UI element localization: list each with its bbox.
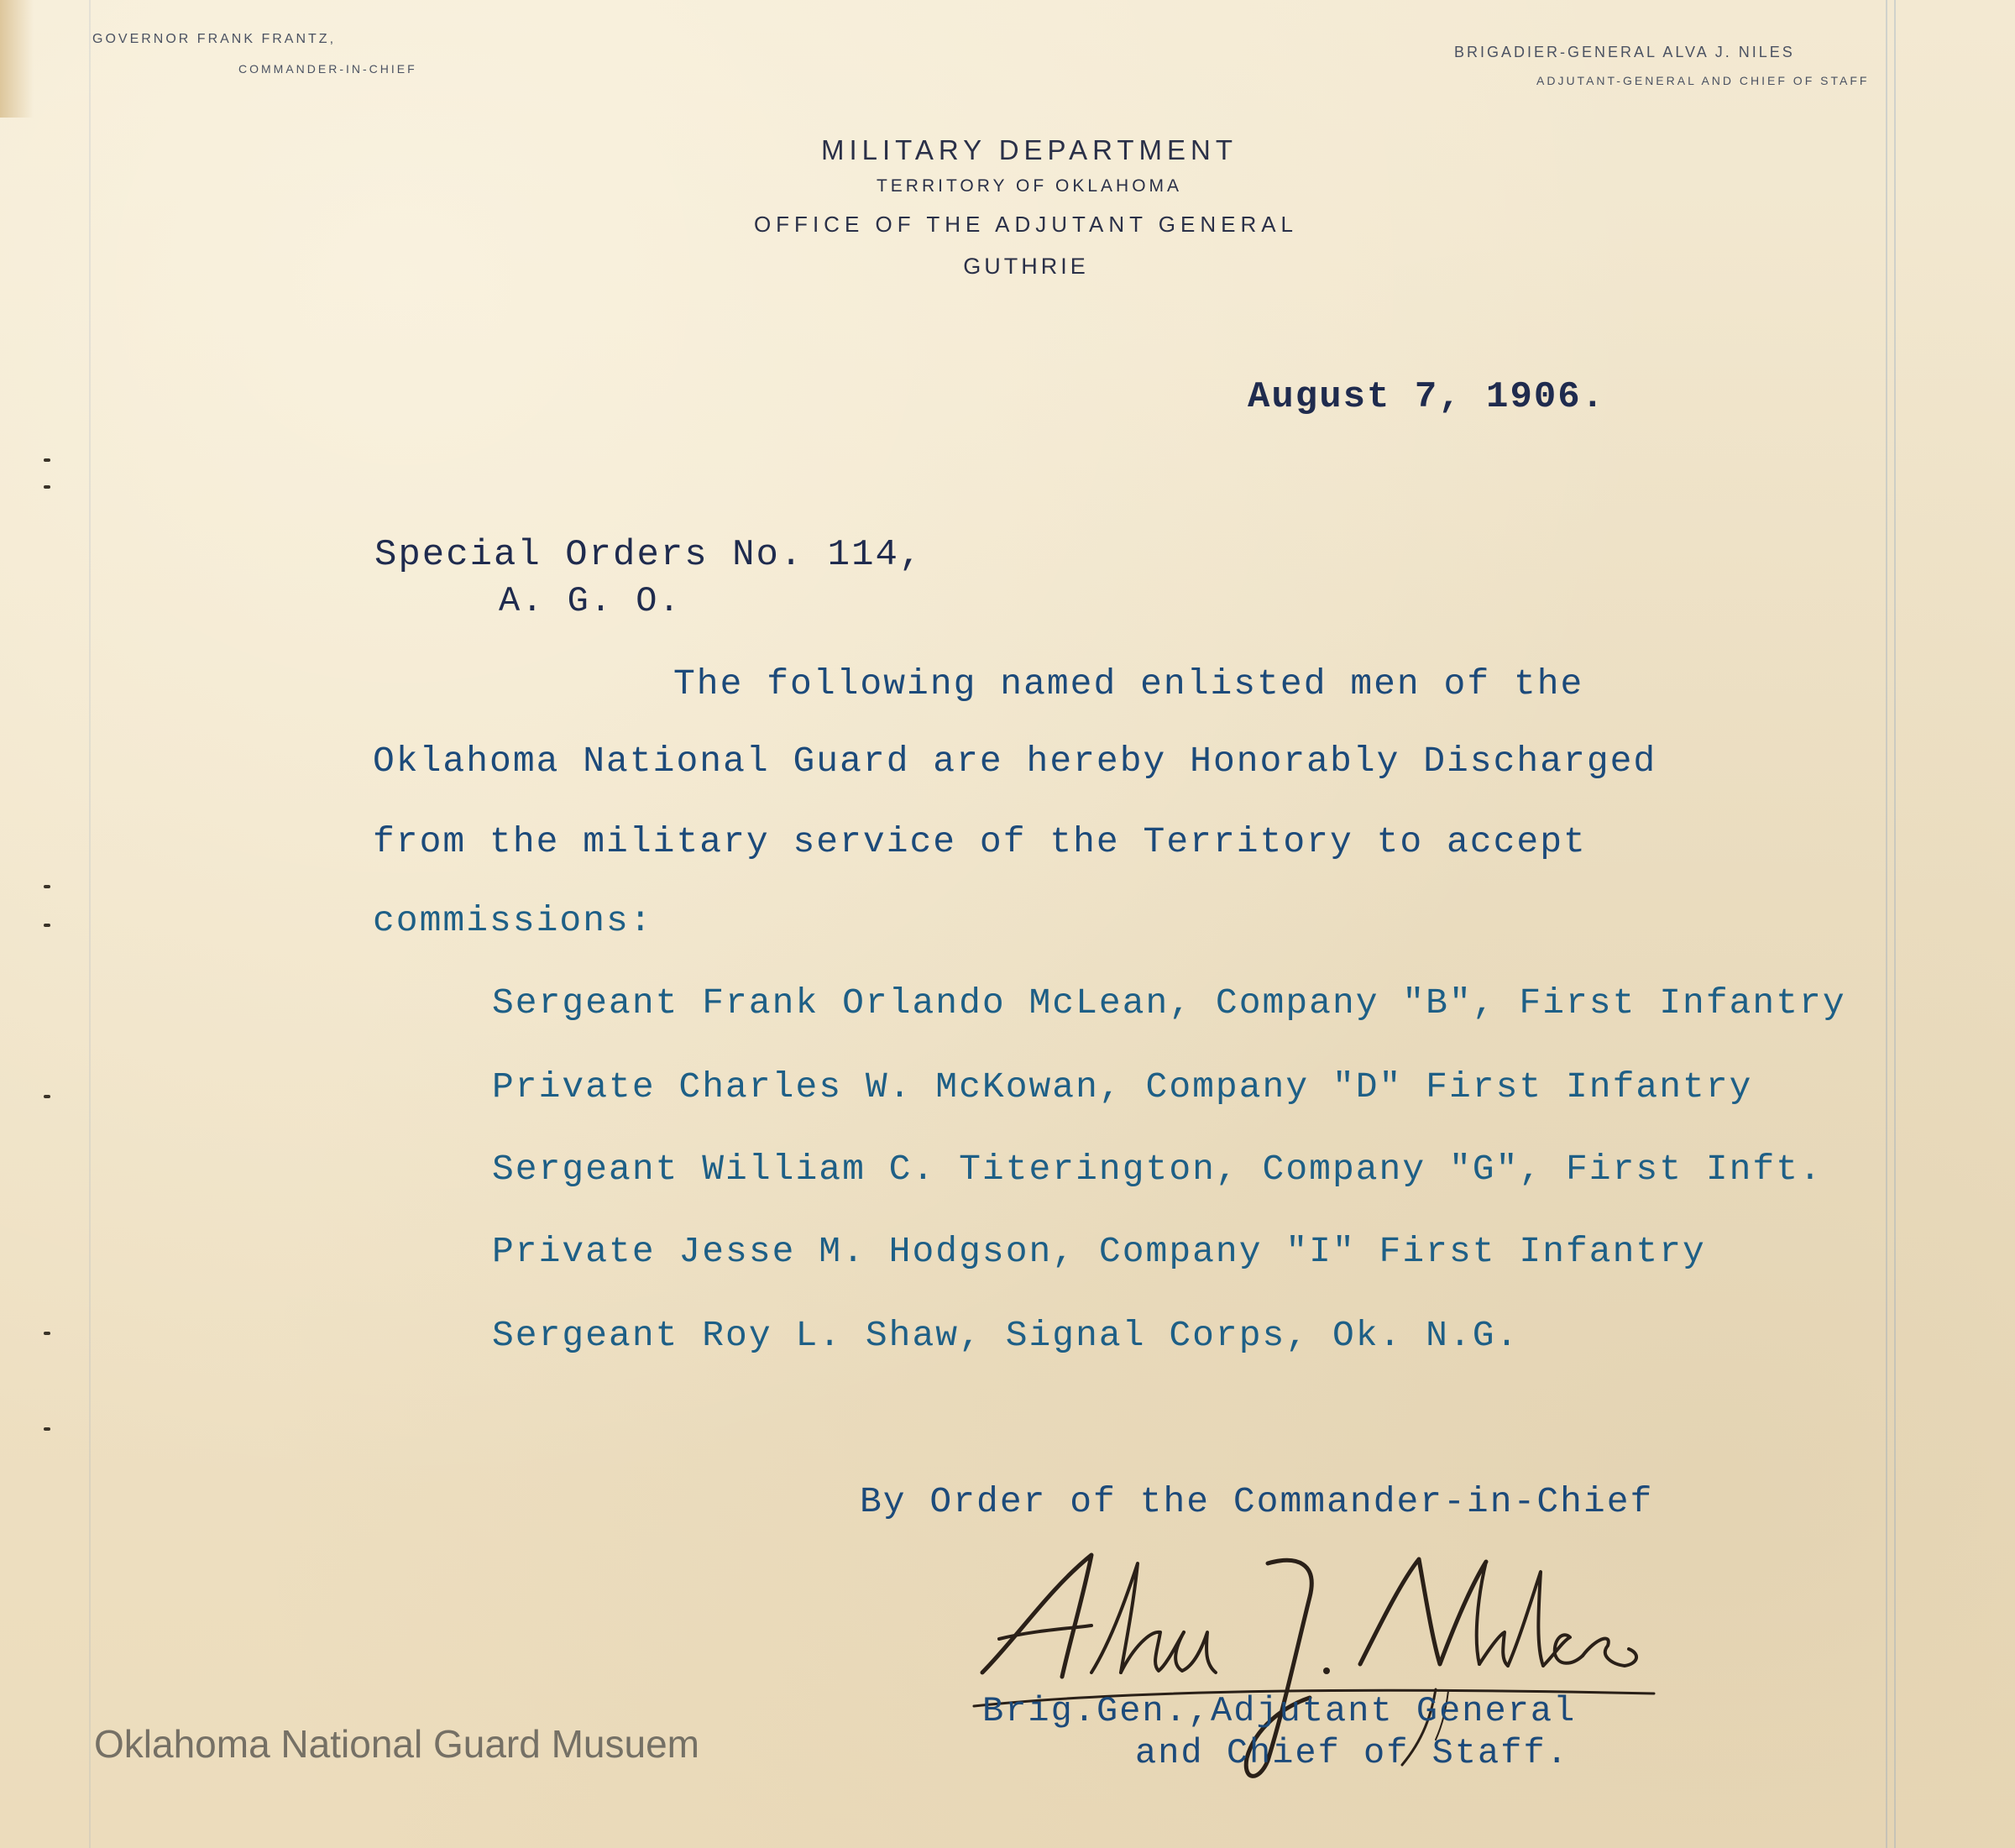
binding-mark	[44, 885, 50, 888]
binding-mark	[44, 1332, 50, 1335]
special-orders-number: Special Orders No. 114,	[374, 534, 924, 576]
discharged-soldier: Private Charles W. McKowan, Company "D" First Infantry	[492, 1066, 1753, 1107]
discharged-soldier: Sergeant Frank Orlando McLean, Company "B", First Infantry	[492, 982, 1846, 1023]
body-line: from the military service of the Territory to accept	[373, 821, 1587, 862]
territory-heading: TERRITORY OF OKLAHOMA	[876, 176, 1183, 196]
binding-mark	[44, 1427, 50, 1431]
governor-name: GOVERNOR FRANK FRANTZ,	[92, 32, 337, 46]
body-line: commissions:	[373, 900, 653, 941]
adjutant-name: BRIGADIER-GENERAL ALVA J. NILES	[1454, 44, 1795, 60]
signer-title: and Chief of Staff.	[1135, 1733, 1569, 1773]
closing-line: By Order of the Commander-in-Chief	[860, 1481, 1654, 1522]
binding-mark	[44, 1095, 50, 1098]
letter-date: August 7, 1906.	[1248, 376, 1606, 418]
museum-watermark: Oklahoma National Guard Musuem	[94, 1722, 699, 1766]
body-line: The following named enlisted men of the	[673, 663, 1584, 704]
body-line: Oklahoma National Guard are hereby Honorably Discharged	[373, 741, 1657, 782]
discharged-soldier: Private Jesse M. Hodgson, Company "I" First Infantry	[492, 1231, 1706, 1272]
signer-title: Brig.Gen.,Adjutant General	[982, 1691, 1577, 1731]
city-heading: GUTHRIE	[963, 254, 1089, 279]
office-heading: OFFICE OF THE ADJUTANT GENERAL	[753, 212, 1299, 237]
discharged-soldier: Sergeant William C. Titerington, Company "G", First Inft.	[492, 1149, 1823, 1190]
department-heading: MILITARY DEPARTMENT	[820, 134, 1238, 165]
discharged-soldier: Sergeant Roy L. Shaw, Signal Corps, Ok. N.G.	[492, 1315, 1520, 1356]
paper-stain	[0, 0, 34, 118]
binding-mark	[44, 924, 50, 927]
orders-office: A. G. O.	[499, 581, 682, 621]
binding-mark	[44, 458, 50, 462]
adjutant-title: ADJUTANT-GENERAL AND CHIEF OF STAFF	[1536, 74, 1870, 87]
governor-title: COMMANDER-IN-CHIEF	[238, 62, 417, 76]
binding-mark	[44, 485, 50, 489]
